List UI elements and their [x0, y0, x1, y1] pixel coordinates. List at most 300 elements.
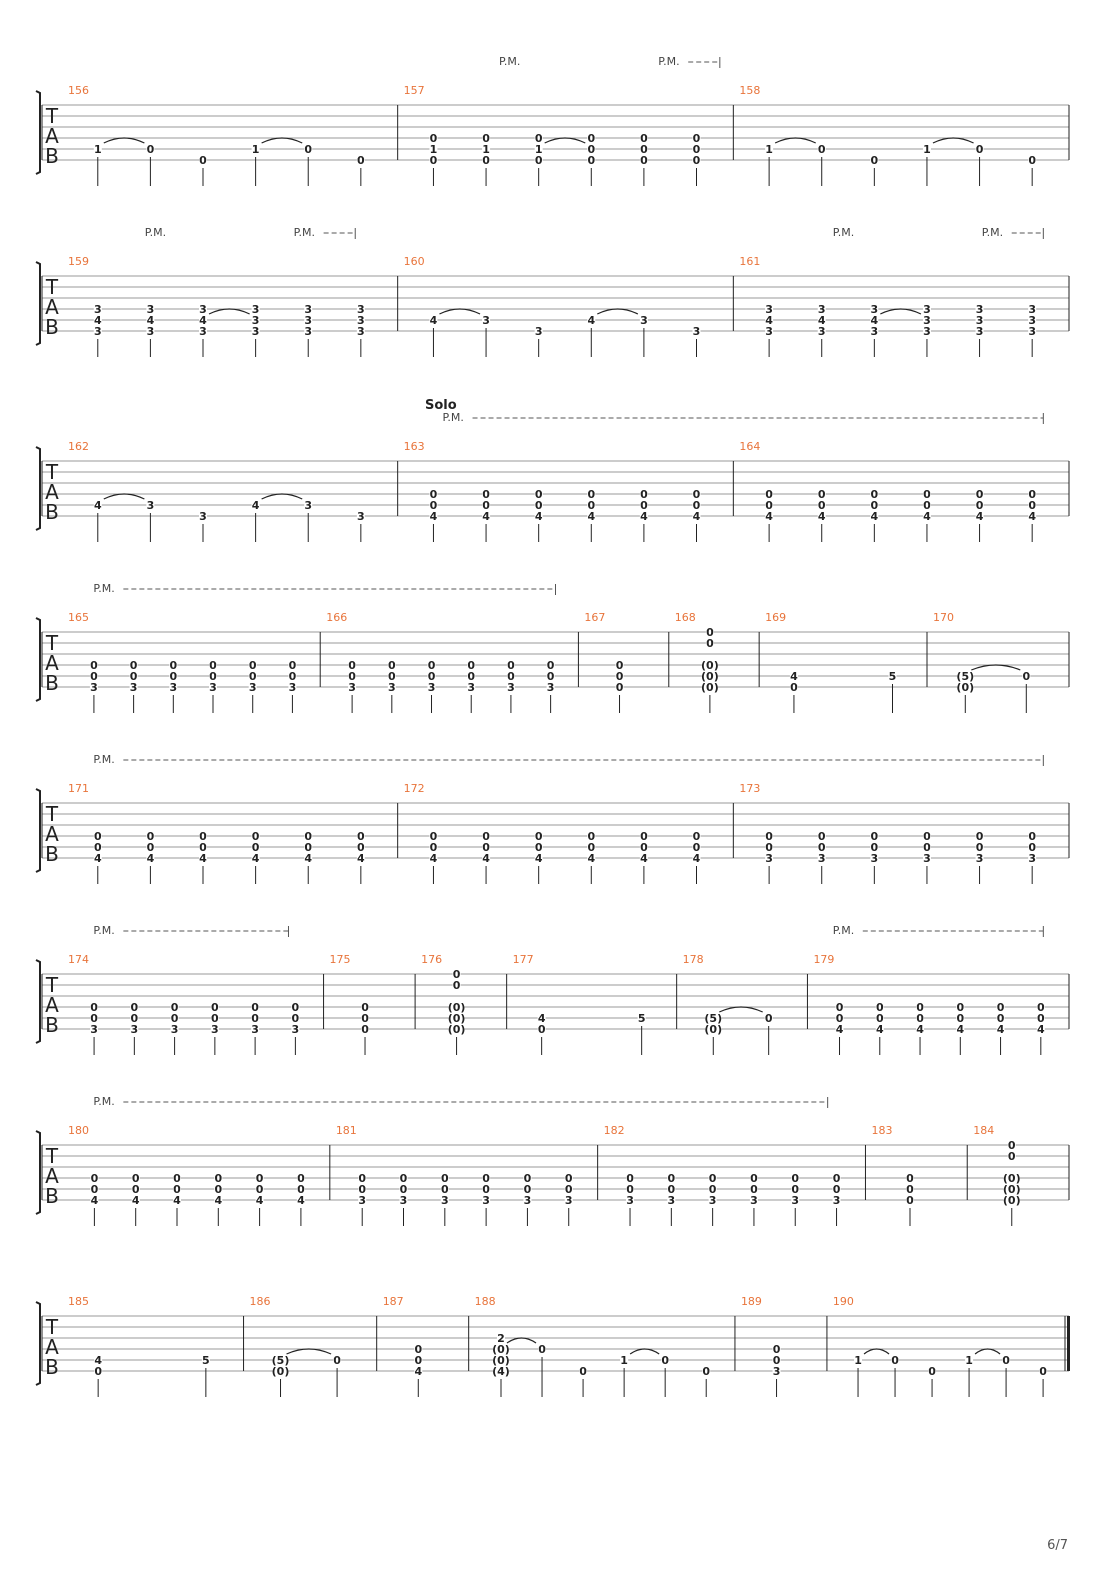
fret-number: 0	[387, 659, 396, 672]
fret-number: 4	[534, 510, 543, 523]
fret-number: (5)	[704, 1012, 723, 1025]
fret-number: 3	[923, 314, 931, 327]
slur	[630, 1349, 659, 1354]
fret-number: 4	[255, 1194, 264, 1207]
fret-number: 0	[906, 1194, 914, 1207]
fret-number: 0	[440, 1172, 449, 1185]
fret-number: 4	[304, 852, 313, 865]
fret-number: 3	[387, 681, 396, 694]
fret-number: 0	[1002, 1354, 1010, 1367]
fret-number: 0	[93, 841, 102, 854]
fret-number: 0	[94, 1365, 102, 1378]
fret-number: 0	[297, 1172, 305, 1185]
measure-number: 179	[813, 953, 835, 966]
fret-number: 0	[467, 670, 476, 683]
fret-number: 0	[870, 154, 879, 167]
fret-number: 3	[832, 1194, 841, 1207]
fret-number: 3	[304, 314, 313, 327]
tab-clef-letter: B	[45, 1355, 59, 1379]
fret-number: 3	[507, 681, 515, 694]
fret-number: 4	[93, 314, 102, 327]
fret-number: 1	[534, 143, 543, 156]
measure-number: 188	[474, 1295, 496, 1308]
fret-number: 3	[291, 1023, 300, 1036]
fret-number: 4	[587, 852, 596, 865]
fret-number: 3	[817, 303, 826, 316]
fret-number: 0	[251, 1001, 259, 1014]
staff-bracket	[36, 1131, 40, 1214]
fret-number: (0)	[1002, 1194, 1021, 1207]
fret-number: 0	[146, 830, 155, 843]
fret-number: 3	[546, 681, 555, 694]
fret-number: 0	[129, 659, 138, 672]
fret-number: 3	[923, 325, 931, 338]
fret-number: 0	[702, 1365, 711, 1378]
fret-number: 3	[357, 325, 365, 338]
fret-number: 3	[251, 1023, 259, 1036]
fret-number: 0	[90, 1183, 99, 1196]
fret-number: 0	[1036, 1001, 1045, 1014]
tab-system	[36, 1097, 1069, 1226]
fret-number: 0	[1022, 670, 1031, 683]
staff-bracket	[36, 618, 40, 701]
fret-number: 0	[975, 841, 984, 854]
fret-number: 0	[255, 1183, 264, 1196]
fret-number: 0	[357, 830, 365, 843]
fret-number: 0	[1028, 499, 1037, 512]
fret-number: 0	[1028, 841, 1037, 854]
measure-number: 156	[68, 84, 89, 97]
fret-number: 0	[214, 1183, 223, 1196]
palm-mute-label: P.M.	[832, 924, 855, 937]
fret-number: 0	[661, 1354, 669, 1367]
fret-number: 3	[90, 681, 98, 694]
fret-number: 0	[357, 841, 365, 854]
fret-number: 3	[975, 325, 984, 338]
tab-clef-letter: B	[45, 500, 59, 524]
fret-number: 0	[923, 499, 931, 512]
measure-number: 157	[403, 84, 425, 97]
fret-number: 0	[615, 681, 624, 694]
slur	[971, 665, 1020, 670]
fret-number: 4	[640, 510, 648, 523]
fret-number: 0	[173, 1172, 181, 1185]
fret-number: (0)	[701, 681, 719, 694]
fret-number: 0	[358, 1172, 367, 1185]
fret-number: 3	[209, 681, 217, 694]
fret-number: 0	[546, 659, 555, 672]
fret-number: 0	[692, 841, 701, 854]
fret-number: 2	[497, 1332, 505, 1345]
fret-number: 0	[534, 154, 543, 167]
fret-number: 3	[870, 325, 879, 338]
fret-number: 0	[706, 637, 714, 650]
measure-number: 182	[603, 1124, 625, 1137]
fret-number: (0)	[447, 1023, 466, 1036]
measure-number: 160	[403, 255, 425, 268]
measure-number: 166	[326, 611, 348, 624]
fret-number: 4	[765, 314, 773, 327]
fret-number: 3	[146, 499, 155, 512]
fret-number: 3	[357, 314, 365, 327]
slur	[975, 1349, 1000, 1354]
fret-number: 0	[615, 659, 624, 672]
fret-number: 0	[170, 1012, 179, 1025]
fret-number: 3	[923, 852, 931, 865]
fret-number: 0	[587, 488, 596, 501]
tab-system	[36, 926, 1069, 1055]
fret-number: 0	[90, 1001, 98, 1014]
fret-number: 4	[429, 510, 438, 523]
fret-number: 0	[467, 659, 476, 672]
fret-number: 0	[579, 1365, 587, 1378]
fret-number: 0	[817, 830, 826, 843]
fret-number: 0	[870, 830, 879, 843]
fret-number: 1	[429, 143, 438, 156]
fret-number: 0	[640, 830, 648, 843]
measure-number: 190	[832, 1295, 854, 1308]
fret-number: 0	[90, 659, 98, 672]
fret-number: 3	[348, 681, 356, 694]
fret-number: 0	[750, 1183, 758, 1196]
fret-number: 0	[482, 132, 490, 145]
fret-number: 0	[507, 670, 515, 683]
fret-number: 0	[750, 1172, 758, 1185]
fret-number: 0	[288, 670, 297, 683]
palm-mute-label: P.M.	[442, 411, 464, 424]
fret-number: 4	[870, 314, 879, 327]
fret-number: 0	[297, 1183, 305, 1196]
fret-number: 0	[587, 132, 596, 145]
fret-number: (0)	[1002, 1183, 1021, 1196]
fret-number: 4	[482, 852, 490, 865]
fret-number: 3	[199, 510, 207, 523]
fret-number: 0	[640, 143, 648, 156]
fret-number: 0	[414, 1354, 423, 1367]
section-label: Solo	[425, 398, 457, 413]
fret-number: 3	[93, 325, 102, 338]
fret-number: 4	[534, 852, 543, 865]
fret-number: 0	[870, 488, 879, 501]
fret-number: 0	[90, 1172, 99, 1185]
fret-number: 4	[692, 852, 701, 865]
fret-number: 3	[482, 1194, 490, 1207]
fret-number: 0	[587, 499, 596, 512]
fret-number: 0	[708, 1183, 717, 1196]
fret-number: 0	[706, 626, 714, 639]
fret-number: 0	[640, 132, 648, 145]
fret-number: 0	[832, 1183, 841, 1196]
fret-number: 4	[429, 314, 438, 327]
fret-number: 0	[587, 143, 596, 156]
fret-number: 0	[399, 1183, 408, 1196]
fret-number: 0	[427, 670, 436, 683]
fret-number: 1	[620, 1354, 628, 1367]
palm-mute-label: P.M.	[293, 226, 316, 239]
fret-number: 0	[1028, 154, 1037, 167]
fret-number: 0	[255, 1172, 264, 1185]
slur	[933, 138, 974, 143]
fret-number: 3	[170, 1023, 179, 1036]
measure-number: 167	[584, 611, 606, 624]
fret-number: 4	[875, 1023, 884, 1036]
measure-number: 158	[739, 84, 761, 97]
fret-number: (0)	[956, 681, 975, 694]
tab-clef-letter: B	[45, 1013, 59, 1037]
measure-number: 181	[335, 1124, 357, 1137]
slur	[287, 1349, 332, 1354]
fret-number: 0	[288, 659, 297, 672]
measure-number: 164	[739, 440, 761, 453]
fret-number: 4	[251, 852, 260, 865]
fret-number: 3	[146, 303, 155, 316]
fret-number: 3	[923, 303, 931, 316]
fret-number: 0	[251, 830, 260, 843]
fret-number: 0	[835, 1012, 844, 1025]
fret-number: 0	[692, 488, 701, 501]
palm-mute-label: P.M.	[981, 226, 1004, 239]
fret-number: 3	[357, 510, 365, 523]
fret-number: 4	[93, 499, 102, 512]
fret-number: 0	[870, 841, 879, 854]
measure-number: 178	[682, 953, 704, 966]
fret-number: 3	[692, 325, 701, 338]
fret-number: 3	[1028, 303, 1037, 316]
fret-number: 3	[817, 852, 826, 865]
fret-number: 0	[482, 830, 490, 843]
fret-number: (0)	[701, 659, 719, 672]
fret-number: 3	[358, 1194, 367, 1207]
fret-number: 0	[615, 670, 624, 683]
fret-number: 3	[975, 314, 984, 327]
fret-number: 0	[387, 670, 396, 683]
palm-mute-label: P.M.	[93, 924, 115, 937]
fret-number: 3	[708, 1194, 717, 1207]
fret-number: 3	[1028, 314, 1037, 327]
fret-number: 4	[923, 510, 931, 523]
fret-number: 4	[1028, 510, 1037, 523]
fret-number: 0	[975, 488, 984, 501]
fret-number: 4	[131, 1194, 140, 1207]
fret-number: 4	[537, 1012, 546, 1025]
fret-number: 3	[130, 1023, 139, 1036]
tab-clef-letter: T	[45, 460, 59, 484]
fret-number: 4	[975, 510, 984, 523]
tab-clef-letter: T	[45, 104, 59, 128]
fret-number: 0	[875, 1001, 884, 1014]
fret-number: 0	[534, 488, 543, 501]
page-number: 6/7	[1047, 1538, 1068, 1553]
fret-number: 0	[427, 659, 436, 672]
measure-number: 173	[739, 782, 761, 795]
fret-number: 0	[765, 499, 773, 512]
fret-number: 0	[546, 670, 555, 683]
fret-number: 0	[482, 1183, 490, 1196]
fret-number: 3	[626, 1194, 634, 1207]
fret-number: 0	[906, 1172, 914, 1185]
fret-number: 3	[288, 681, 297, 694]
fret-number: 0	[626, 1183, 634, 1196]
fret-number: (0)	[271, 1365, 290, 1378]
slur	[597, 309, 638, 314]
fret-number: 4	[146, 852, 155, 865]
tab-clef-letter: T	[45, 802, 59, 826]
fret-number: 0	[348, 659, 356, 672]
fret-number: 0	[640, 488, 648, 501]
fret-number: 0	[772, 1354, 781, 1367]
fret-number: 3	[975, 852, 984, 865]
fret-number: 0	[626, 1172, 634, 1185]
fret-number: 0	[975, 830, 984, 843]
fret-number: 0	[199, 841, 207, 854]
fret-number: 4	[692, 510, 701, 523]
fret-number: 0	[358, 1183, 367, 1196]
fret-number: 0	[534, 841, 543, 854]
fret-number: (4)	[492, 1365, 510, 1378]
fret-number: 0	[146, 143, 155, 156]
fret-number: 4	[640, 852, 648, 865]
fret-number: 0	[692, 132, 701, 145]
fret-number: 3	[251, 325, 260, 338]
fret-number: 4	[251, 499, 260, 512]
fret-number: 4	[173, 1194, 181, 1207]
fret-number: 4	[146, 314, 155, 327]
fret-number: 5	[637, 1012, 646, 1025]
fret-number: 0	[199, 154, 207, 167]
slur	[262, 138, 303, 143]
fret-number: 3	[251, 303, 260, 316]
palm-mute-label: P.M.	[144, 226, 167, 239]
fret-number: 0	[537, 1023, 546, 1036]
fret-number: 0	[587, 154, 596, 167]
fret-number: (5)	[956, 670, 975, 683]
fret-number: 4	[94, 1354, 102, 1367]
fret-number: 0	[765, 488, 773, 501]
fret-number: 0	[692, 830, 701, 843]
fret-number: 0	[1007, 1139, 1016, 1152]
fret-number: 3	[765, 303, 773, 316]
fret-number: 4	[817, 510, 826, 523]
fret-number: 0	[692, 143, 701, 156]
fret-number: 0	[1036, 1012, 1045, 1025]
fret-number: 3	[467, 681, 476, 694]
slur	[262, 494, 303, 499]
fret-number: 0	[996, 1001, 1005, 1014]
fret-number: 0	[173, 1183, 181, 1196]
staff-bracket	[36, 789, 40, 872]
tab-clef-letter: A	[45, 295, 59, 319]
fret-number: 3	[765, 325, 773, 338]
fret-number: 4	[357, 852, 365, 865]
fret-number: 4	[297, 1194, 305, 1207]
fret-number: 3	[870, 303, 879, 316]
measure-number: 159	[68, 255, 89, 268]
fret-number: 0	[429, 841, 438, 854]
fret-number: 0	[790, 681, 798, 694]
fret-number: 3	[211, 1023, 219, 1036]
fret-number: 0	[564, 1183, 573, 1196]
fret-number: 0	[414, 1343, 423, 1356]
fret-number: 3	[199, 325, 207, 338]
tab-clef-letter: A	[45, 822, 59, 846]
fret-number: 0	[90, 670, 98, 683]
fret-number: 0	[90, 1012, 98, 1025]
fret-number: 0	[482, 1172, 490, 1185]
fret-number: 1	[251, 143, 260, 156]
staff-bracket	[36, 1302, 40, 1385]
fret-number: (0)	[492, 1343, 510, 1356]
fret-number: 0	[429, 132, 438, 145]
measure-number: 184	[973, 1124, 995, 1137]
palm-mute-label: P.M.	[93, 582, 115, 595]
fret-number: 3	[304, 499, 313, 512]
fret-number: (0)	[492, 1354, 510, 1367]
fret-number: 0	[765, 841, 773, 854]
fret-number: 0	[640, 841, 648, 854]
fret-number: 0	[667, 1183, 676, 1196]
fret-number: 0	[640, 499, 648, 512]
fret-number: 3	[1028, 325, 1037, 338]
fret-number: 0	[130, 1001, 139, 1014]
fret-number: 3	[169, 681, 178, 694]
fret-number: 3	[482, 314, 490, 327]
palm-mute-label: P.M.	[499, 55, 521, 68]
fret-number: 0	[333, 1354, 341, 1367]
tab-clef-letter: B	[45, 671, 59, 695]
fret-number: 4	[870, 510, 879, 523]
fret-number: (0)	[704, 1023, 723, 1036]
measure-number: 185	[68, 1295, 89, 1308]
fret-number: 0	[791, 1183, 800, 1196]
tab-clef-letter: B	[45, 1184, 59, 1208]
fret-number: 4	[916, 1023, 924, 1036]
staff-bracket	[36, 447, 40, 530]
fret-number: 3	[304, 303, 313, 316]
fret-number: 0	[482, 499, 490, 512]
fret-number: 0	[357, 154, 365, 167]
tab-system	[36, 1302, 1070, 1397]
fret-number: 3	[817, 325, 826, 338]
fret-number: 4	[817, 314, 826, 327]
fret-number: 0	[891, 1354, 899, 1367]
fret-number: 4	[956, 1023, 965, 1036]
fret-number: 3	[667, 1194, 676, 1207]
fret-number: 0	[429, 154, 438, 167]
measure-number: 169	[765, 611, 787, 624]
fret-number: 0	[708, 1172, 717, 1185]
fret-number: 1	[854, 1354, 862, 1367]
fret-number: 0	[251, 1012, 259, 1025]
fret-number: 3	[765, 852, 773, 865]
fret-number: 4	[482, 510, 490, 523]
fret-number: 4	[587, 510, 596, 523]
fret-number: 5	[888, 670, 897, 683]
fret-number: 0	[817, 143, 826, 156]
fret-number: 0	[772, 1343, 781, 1356]
fret-number: 1	[482, 143, 490, 156]
fret-number: 0	[817, 488, 826, 501]
tab-clef-letter: T	[45, 1315, 59, 1339]
fret-number: 0	[640, 154, 648, 167]
fret-number: 0	[923, 830, 931, 843]
tab-clef-letter: B	[45, 315, 59, 339]
fret-number: 3	[146, 325, 155, 338]
fret-number: 0	[1039, 1365, 1047, 1378]
fret-number: 0	[429, 499, 438, 512]
fret-number: 0	[361, 1023, 369, 1036]
fret-number: 3	[399, 1194, 408, 1207]
fret-number: 0	[361, 1012, 369, 1025]
